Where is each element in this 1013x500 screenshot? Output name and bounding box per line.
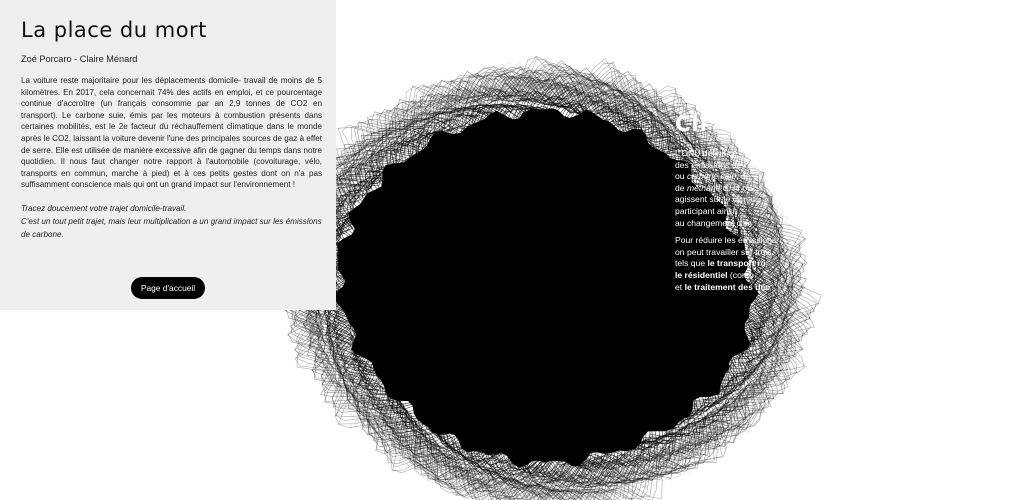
overlay-line: Pour réduire les émissions (675, 235, 777, 246)
overlay-emphasis: méthane CH4 (686, 182, 740, 193)
overlay-line: ou (675, 171, 687, 182)
overlay-line: tels que (675, 258, 708, 269)
overlay-strong: le traitement des déc (684, 281, 771, 292)
overlay-line: , de (736, 171, 751, 182)
call-line-2: C'est un tout petit trajet, mais leur multiplication a un grand impact sur les émissions de carbone. (21, 216, 322, 239)
home-button[interactable]: Page d'accueil (131, 277, 205, 299)
intro-paragraph: La voiture reste majoritaire pour les déplacements domicile- travail de moins de 5 kilomètres. En 2017, cela concernait 74% des actifs en emploi, et ce pourcentage continue d'accroître (un français consomme par an 2,9 tonnes de CO2 en transport). Le carbone suie, émis par les moteurs à combustion présents dans certaines mobilités, est le 2e facteur du réchauffement climatique dans le monde après le CO2, laissant la voiture devenir l'une des principales sources de gaz à effet de serre. Elle est utilisée de manière excessive afin de gagner du temps dans notre quotidien. Il nous faut changer notre rapport à l'automobile (covoiturage, vélo, transports en commun, marche à pied) et à ces petits gestes dont on n'a pas suffisamment conscience mais qui ont un grand impact sur l'environnement ! (21, 76, 322, 190)
overlay-line: des émissions de (675, 159, 742, 170)
overlay-strong: le transport ro (707, 258, 766, 269)
overlay-line: L'ONU définit ce (675, 148, 738, 158)
call-to-action (21, 203, 322, 241)
call-line-1: Tracez doucement votre trajet domicile-travail. (21, 203, 187, 213)
authors: Zoé Porcaro - Claire Ménard (21, 54, 138, 64)
page-title: La place du mort (21, 18, 207, 42)
overlay-line: on peut travailler sur trois (675, 246, 772, 257)
overlay-paragraph-2 (675, 235, 795, 293)
overlay-strong: le résidentiel (675, 269, 728, 280)
info-panel (0, 0, 336, 310)
overlay-line: et (675, 281, 685, 292)
overlay-emphasis: carbone suie (686, 171, 737, 182)
overlay-paragraph-1 (675, 148, 795, 229)
overlay-title: Cli (675, 112, 708, 136)
overlay-line: ou (739, 182, 752, 193)
overlay-line: participant ainsi (675, 205, 735, 216)
overlay-line: (comb (727, 269, 754, 280)
overlay-line: de (675, 182, 687, 193)
overlay-line: au changement clim (675, 217, 752, 228)
climate-text-overlay (675, 112, 795, 312)
overlay-line: agissent sur le climat (675, 194, 756, 205)
